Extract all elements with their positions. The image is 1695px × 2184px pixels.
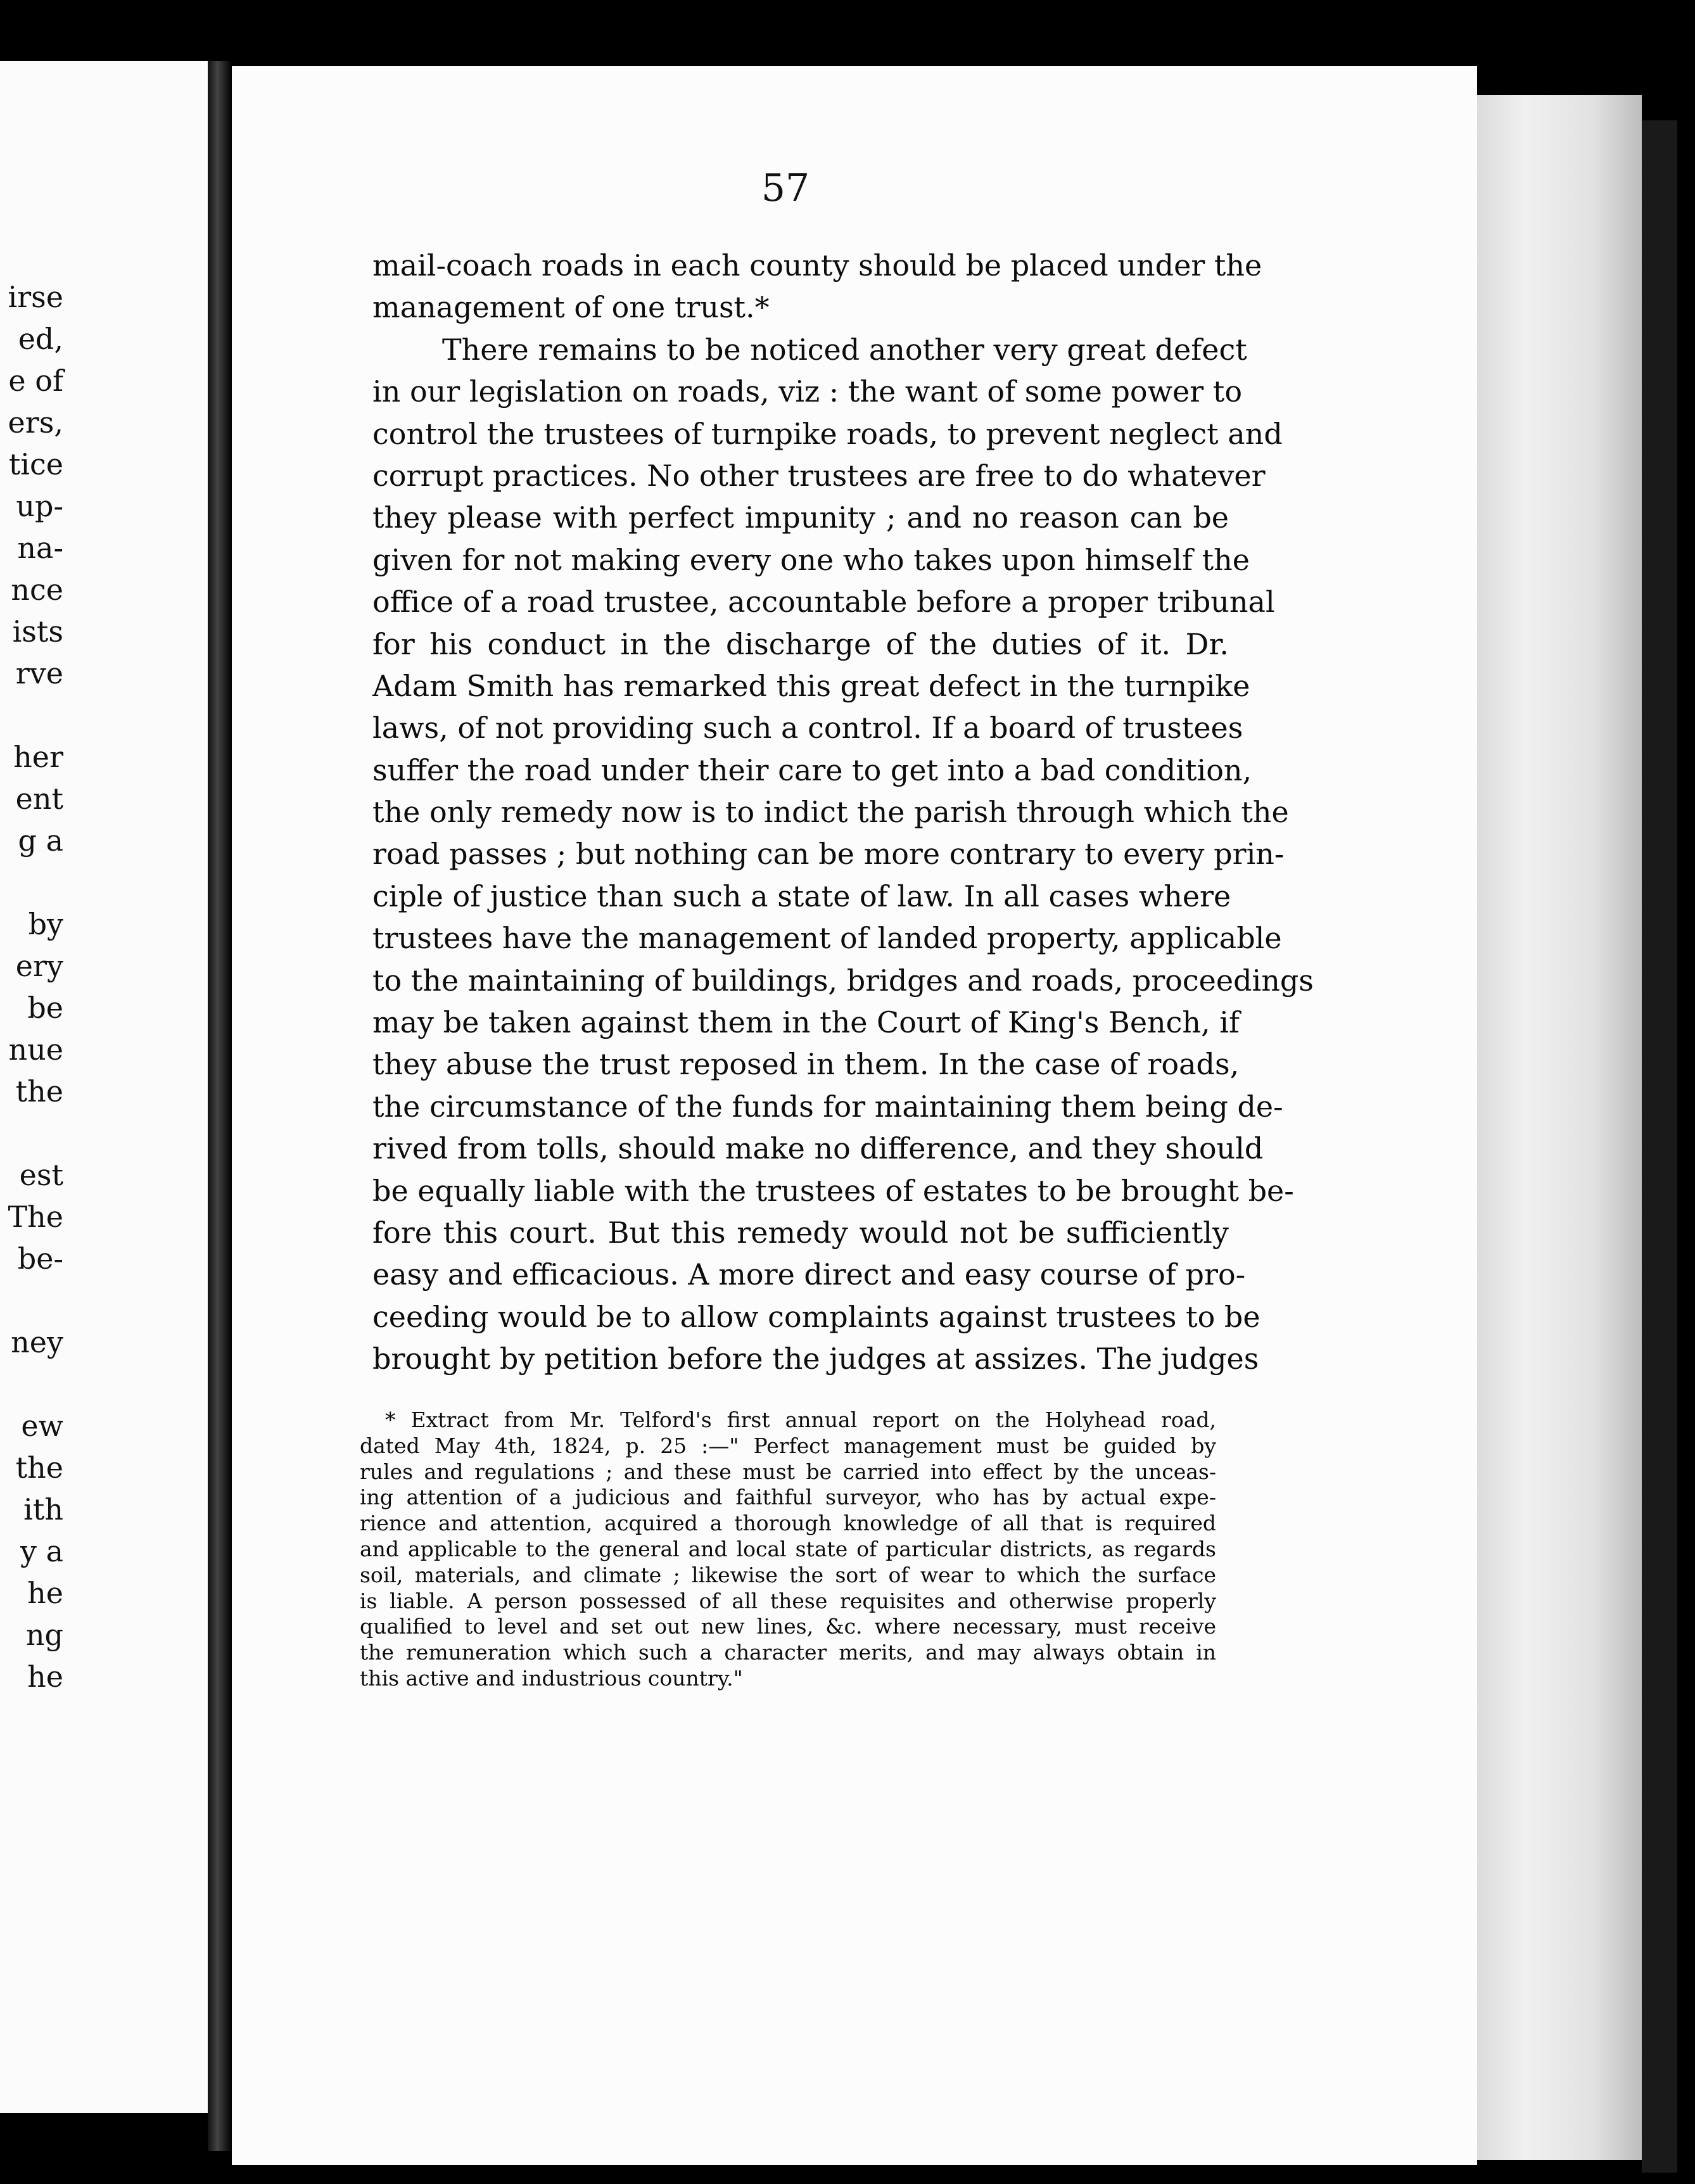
left-fragment: by (28, 907, 63, 941)
footnote-line: * Extract from Mr. Telford's first annual report on the Holyhead road, (385, 1407, 1216, 1432)
text-line: laws, of not providing such a control. If a board of trustees (372, 711, 1243, 746)
text-line: to the maintaining of buildings, bridges and roads, proceedings (372, 963, 1314, 998)
left-fragment: nue (8, 1032, 63, 1067)
footnote-line: is liable. A person possessed of all these requisites and otherwise properly (360, 1588, 1216, 1613)
text-line: the only remedy now is to indict the parish through which the (372, 795, 1289, 830)
footnote-line: the remuneration which such a character merits, and may always obtain in (360, 1640, 1216, 1665)
left-fragment: irse (8, 280, 63, 314)
text-line: control the trustees of turnpike roads, to prevent neglect and (372, 416, 1283, 451)
left-fragment (0, 1112, 63, 1154)
left-fragment: g a (18, 823, 63, 858)
left-fragment: the (15, 1451, 63, 1485)
text-line: Adam Smith has remarked this great defect in the turnpike (372, 668, 1250, 703)
text-line: ciple of justice than such a state of law. In all cases where (372, 879, 1231, 913)
footnote-line: rience and attention, acquired a thorough knowledge of all that is required (360, 1511, 1216, 1536)
text-line: suffer the road under their care to get into a bad condition, (372, 752, 1252, 787)
left-fragment: est (19, 1158, 63, 1192)
text-line: office of a road trustee, accountable before a proper tribunal (372, 585, 1275, 619)
text-line: road passes ; but nothing can be more contrary to every prin- (372, 837, 1285, 872)
left-fragment: ent (15, 782, 63, 816)
left-fragment: na- (17, 531, 63, 565)
text-line: for his conduct in the discharge of the duties of it. Dr. (372, 626, 1229, 661)
left-fragment: he (27, 1576, 63, 1610)
text-line: easy and efficacious. A more direct and easy course of pro- (372, 1257, 1246, 1292)
left-fragment: the (15, 1074, 63, 1108)
text-line: There remains to be noticed another very great defect (442, 332, 1247, 367)
text-line: mail-coach roads in each county should be placed under the (372, 248, 1262, 283)
text-line: brought by petition before the judges at assizes. The judges (372, 1342, 1259, 1376)
footnote-line: soil, materials, and climate ; likewise the sort of wear to which the surface (360, 1562, 1216, 1587)
left-fragment: ists (12, 614, 63, 649)
left-fragment: up- (16, 489, 63, 523)
left-fragment: rve (15, 656, 63, 690)
left-fragment: tice (8, 447, 63, 481)
left-fragment: he (27, 1660, 63, 1694)
footnote-line: qualified to level and set out new lines, &c. where necessary, must receive (360, 1614, 1216, 1639)
left-page-text-fragments (0, 276, 63, 1698)
footnote-line: ing attention of a judicious and faithful surveyor, who has by actual expe- (360, 1485, 1216, 1510)
footnote-line: this active and industrious country." (360, 1665, 743, 1691)
text-line: in our legislation on roads, viz : the want of some power to (372, 374, 1243, 409)
left-fragment: e of (8, 364, 63, 398)
book-gutter (208, 61, 232, 2151)
body-text (372, 244, 1314, 1380)
text-line: fore this court. But this remedy would not be sufficiently (372, 1215, 1229, 1250)
left-fragment (0, 1363, 63, 1405)
left-fragment (0, 1279, 63, 1321)
footnote (360, 1407, 1216, 1692)
page-edge (1477, 95, 1642, 2160)
left-fragment: ers, (8, 405, 63, 440)
text-line: they abuse the trust reposed in them. In the case of roads, (372, 1047, 1240, 1082)
left-fragment: be (27, 991, 63, 1025)
text-line: given for not making every one who takes upon himself the (372, 542, 1250, 577)
left-fragment: ery (15, 949, 63, 983)
book-cover-edge (1642, 120, 1677, 2173)
left-fragment: ith (23, 1492, 63, 1527)
left-fragment: be- (17, 1241, 63, 1276)
left-fragment: ew (21, 1409, 63, 1443)
footnote-line: dated May 4th, 1824, p. 25 :—" Perfect management must be guided by (360, 1433, 1216, 1458)
left-fragment: ng (25, 1618, 63, 1652)
text-line: may be taken against them in the Court of King's Bench, if (372, 1005, 1240, 1040)
text-line: corrupt practices. No other trustees are free to do whatever (372, 458, 1266, 493)
left-fragment (0, 861, 63, 903)
left-fragment: her (13, 740, 63, 774)
left-fragment: nce (11, 573, 63, 607)
left-fragment: The (8, 1200, 63, 1234)
left-page (0, 61, 208, 2113)
footnote-line: rules and regulations ; and these must be carried into effect by the unceas- (360, 1459, 1216, 1484)
left-fragment: ed, (18, 322, 63, 356)
left-fragment (0, 694, 63, 736)
text-line: management of one trust.* (372, 290, 770, 325)
left-fragment: y a (20, 1534, 63, 1568)
text-line: they please with perfect impunity ; and no reason can be (372, 500, 1229, 535)
text-line: the circumstance of the funds for maintaining them being de- (372, 1089, 1283, 1124)
text-line: be equally liable with the trustees of estates to be brought be- (372, 1173, 1294, 1208)
left-fragment: ney (11, 1325, 63, 1359)
text-line: rived from tolls, should make no difference, and they should (372, 1131, 1264, 1166)
text-line: trustees have the management of landed property, applicable (372, 921, 1282, 956)
text-line: ceeding would be to allow complaints against trustees to be (372, 1299, 1260, 1334)
footnote-line: and applicable to the general and local state of particular districts, as regards (360, 1536, 1216, 1561)
page-number: 57 (761, 166, 810, 210)
